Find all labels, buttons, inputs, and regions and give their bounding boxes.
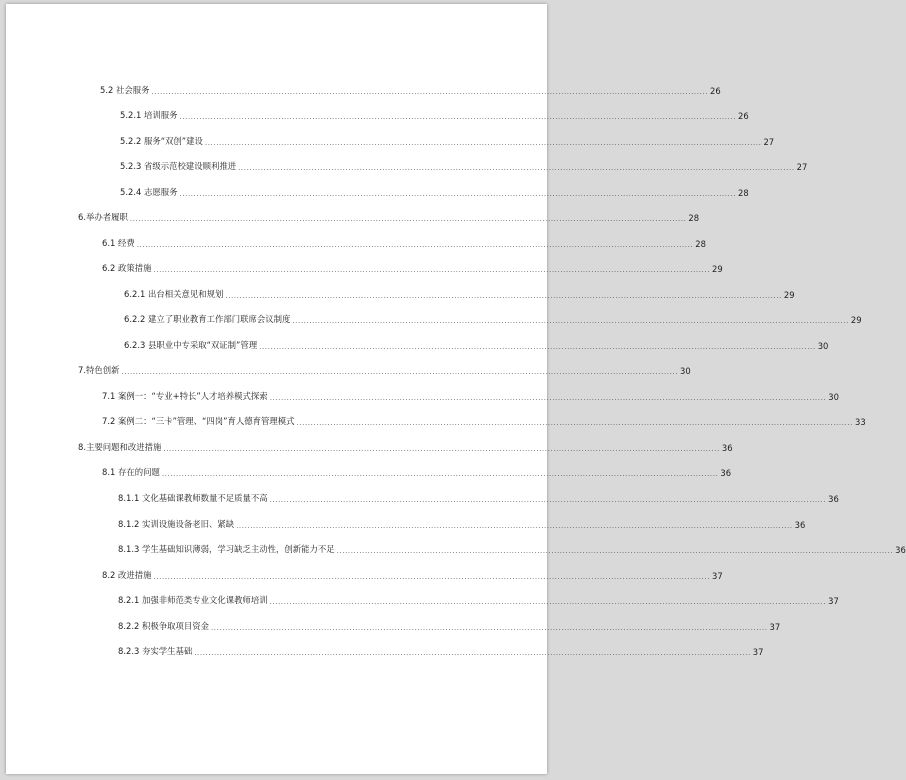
toc-entry-8-1-1[interactable]: [118, 490, 839, 504]
dot-leader: .....................................................................................................................................................................................................: [225, 292, 782, 300]
toc-entry-5-2-1[interactable]: [120, 107, 749, 121]
dot-leader: .....................................................................................................................................................................................................: [269, 496, 827, 504]
toc-page-number: 36: [828, 494, 839, 504]
toc-entry-8-2-3[interactable]: [118, 643, 764, 657]
toc-page-number: 28: [695, 239, 706, 249]
toc-entry-6-2-1[interactable]: [124, 286, 795, 300]
toc-entry-label: 5.2.3 省级示范校建设顺利推进: [120, 161, 237, 171]
toc-entry-label: 6.2.1 出台相关意见和规划: [124, 289, 224, 299]
toc-entry-8-2[interactable]: [102, 567, 723, 581]
dot-leader: .....................................................................................................................................................................................................: [269, 394, 827, 402]
toc-entry-label: 7.特色创新: [78, 365, 120, 375]
toc-entry-8-1-3[interactable]: [118, 541, 906, 555]
toc-entry-label: 7.1 案例一：“专业+特长”人才培养模式探索: [102, 391, 268, 401]
dot-leader: .....................................................................................................................................................................................................: [136, 241, 694, 249]
toc-page-number: 33: [855, 417, 866, 427]
toc-page-number: 27: [796, 162, 808, 172]
toc-page-number: 37: [769, 622, 781, 632]
toc-entry-8-2-2[interactable]: [118, 618, 781, 632]
toc-entry-8-2-1[interactable]: [118, 592, 839, 606]
toc-page-number: 37: [712, 571, 723, 581]
toc-page-number: 36: [720, 468, 732, 478]
dot-leader: .....................................................................................................................................................................................................: [296, 419, 854, 427]
toc-page-number: 28: [738, 188, 749, 198]
toc-entry-label: 5.2.2 服务“双创”建设: [120, 136, 203, 146]
dot-leader: .....................................................................................................................................................................................................: [204, 139, 762, 147]
dot-leader: .....................................................................................................................................................................................................: [210, 624, 768, 632]
toc-page-number: 30: [817, 341, 829, 351]
dot-leader: .....................................................................................................................................................................................................: [269, 598, 827, 606]
dot-leader: .....................................................................................................................................................................................................: [153, 573, 711, 581]
toc-entry-label: 8.1.2 实训设施设备老旧、紧缺: [118, 519, 235, 529]
dot-leader: .....................................................................................................................................................................................................: [336, 547, 894, 555]
dot-leader: .....................................................................................................................................................................................................: [151, 88, 709, 96]
dot-leader: .....................................................................................................................................................................................................: [129, 215, 687, 223]
toc-entry-label: 6.2.2 建立了职业教育工作部门联席会议制度: [124, 314, 291, 324]
toc-entry-label: 6.2.3 县职业中专采取“双证制”管理: [124, 340, 258, 350]
toc-page-number: 30: [828, 392, 839, 402]
toc-entry-6-2-3[interactable]: [124, 337, 829, 351]
toc-entry-label: 5.2.1 培训服务: [120, 110, 178, 120]
toc-page-number: 29: [850, 315, 862, 325]
toc-page-number: 29: [712, 264, 723, 274]
toc-entry-7-1[interactable]: [102, 388, 839, 402]
toc-entry-label: 6.举办者履职: [78, 212, 128, 222]
toc-page-number: 27: [763, 137, 775, 147]
toc-entry-8-1-2[interactable]: [118, 516, 806, 530]
toc-entry-5-2[interactable]: [100, 82, 721, 96]
dot-leader: .....................................................................................................................................................................................................: [236, 522, 793, 530]
table-of-contents: [6, 4, 906, 774]
dot-leader: .....................................................................................................................................................................................................: [163, 445, 720, 453]
toc-entry-label: 6.1 经费: [102, 238, 135, 248]
toc-page-number: 36: [895, 545, 906, 555]
toc-entry-8[interactable]: [78, 439, 733, 453]
dot-leader: .....................................................................................................................................................................................................: [194, 649, 751, 657]
toc-page-number: 36: [721, 443, 733, 453]
toc-entry-label: 8.2.1 加强非师范类专业文化课教师培训: [118, 595, 268, 605]
dot-leader: .....................................................................................................................................................................................................: [259, 343, 816, 351]
toc-page-number: 26: [710, 86, 721, 96]
dot-leader: .....................................................................................................................................................................................................: [161, 470, 719, 478]
toc-entry-8-1[interactable]: [102, 464, 732, 478]
dot-leader: .....................................................................................................................................................................................................: [153, 266, 711, 274]
toc-entry-label: 8.2.2 积极争取项目资金: [118, 621, 209, 631]
toc-page-number: 37: [828, 596, 839, 606]
toc-entry-label: 8.1.3 学生基础知识薄弱，学习缺乏主动性，创新能力不足: [118, 544, 335, 554]
toc-entry-6[interactable]: [78, 209, 700, 223]
toc-entry-label: 8.2.3 夯实学生基础: [118, 646, 193, 656]
toc-page-number: 28: [688, 213, 700, 223]
dot-leader: .....................................................................................................................................................................................................: [179, 190, 737, 198]
toc-page-number: 29: [783, 290, 795, 300]
toc-entry-6-2[interactable]: [102, 260, 723, 274]
toc-entry-5-2-2[interactable]: [120, 133, 775, 147]
toc-entry-6-1[interactable]: [102, 235, 706, 249]
toc-entry-7-2[interactable]: [102, 413, 866, 427]
toc-entry-label: 7.2 案例二：“三卡”管理、“四岗”育人德育管理模式: [102, 416, 295, 426]
toc-entry-label: 8.1 存在的问题: [102, 467, 160, 477]
toc-entry-5-2-4[interactable]: [120, 184, 749, 198]
toc-entry-label: 5.2.4 志愿服务: [120, 187, 178, 197]
toc-entry-label: 5.2 社会服务: [100, 85, 150, 95]
toc-entry-label: 6.2 政策措施: [102, 263, 152, 273]
dot-leader: .....................................................................................................................................................................................................: [179, 113, 737, 121]
toc-page-number: 30: [680, 366, 691, 376]
toc-page-number: 36: [794, 520, 806, 530]
toc-entry-label: 8.1.1 文化基础课教师数量不足质量不高: [118, 493, 268, 503]
toc-entry-5-2-3[interactable]: [120, 158, 808, 172]
toc-entry-label: 8.主要问题和改进措施: [78, 442, 162, 452]
dot-leader: .....................................................................................................................................................................................................: [238, 164, 795, 172]
toc-entry-6-2-2[interactable]: [124, 311, 862, 325]
document-page: [6, 4, 906, 774]
toc-page-number: 37: [752, 647, 764, 657]
toc-entry-7[interactable]: [78, 362, 691, 376]
toc-entry-label: 8.2 改进措施: [102, 570, 152, 580]
toc-page-number: 26: [738, 111, 749, 121]
dot-leader: .....................................................................................................................................................................................................: [292, 317, 849, 325]
dot-leader: .....................................................................................................................................................................................................: [121, 368, 679, 376]
